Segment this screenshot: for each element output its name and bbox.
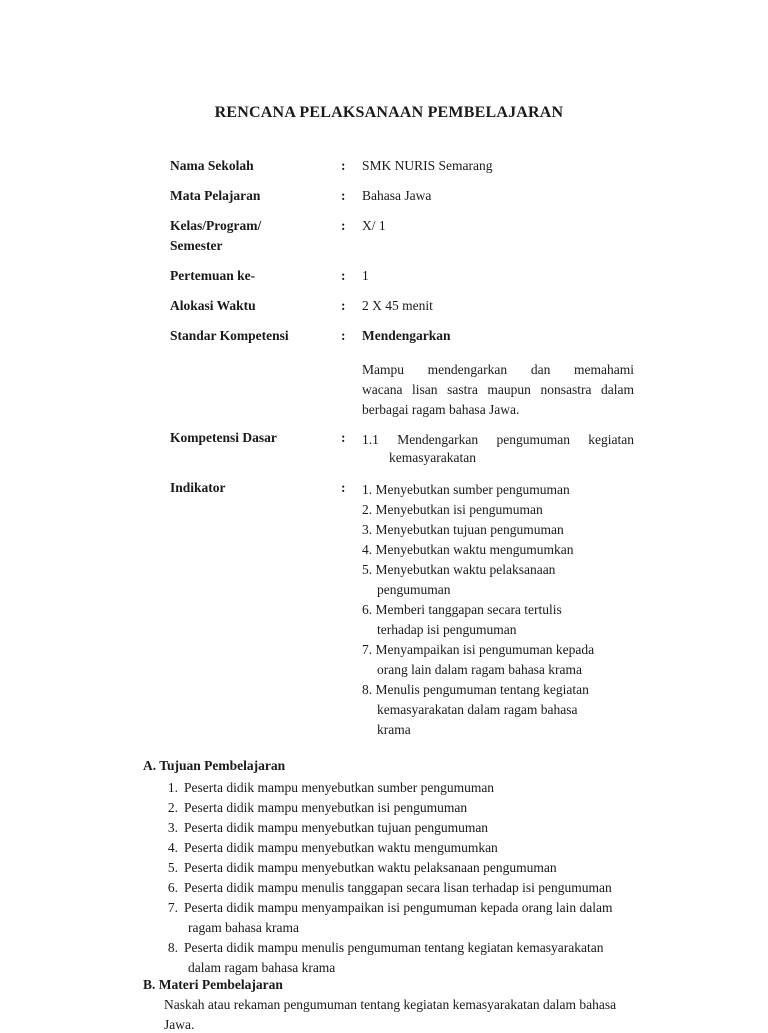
- label-kelas-line1: Kelas/Program/: [170, 218, 262, 233]
- kompetensi-dasar-line: 1.1 Mendengarkan pengumuman kegiatan: [362, 432, 634, 447]
- colon: :: [341, 328, 346, 343]
- kompetensi-dasar-line: kemasyarakatan: [389, 450, 476, 465]
- tujuan-item: [160, 898, 613, 918]
- label-mata-pelajaran: Mata Pelajaran: [170, 188, 261, 203]
- tujuan-item-number: 5.: [167, 860, 178, 875]
- tujuan-item-text: Peserta didik mampu menyebutkan waktu mengumumkan: [184, 840, 498, 855]
- colon: :: [341, 218, 346, 233]
- tujuan-item: [160, 818, 613, 838]
- tujuan-item-text: Peserta didik mampu menyebutkan tujuan pengumuman: [184, 820, 489, 835]
- materi-text-line: Naskah atau rekaman pengumuman tentang kegiatan kemasyarakatan dalam bahasa: [164, 997, 617, 1012]
- tujuan-item-text: Peserta didik mampu menyebutkan sumber pengumuman: [184, 780, 495, 795]
- tujuan-item-continuation: dalam ragam bahasa krama: [188, 960, 336, 975]
- label-kelas-line2: Semester: [170, 238, 223, 253]
- colon: :: [341, 188, 346, 203]
- tujuan-item: [160, 858, 613, 878]
- standar-description-line: berbagai ragam bahasa Jawa.: [362, 402, 520, 417]
- label-alokasi-waktu: Alokasi Waktu: [170, 298, 256, 313]
- label-kompetensi-dasar: Kompetensi Dasar: [170, 430, 277, 445]
- value-mata-pelajaran: Bahasa Jawa: [362, 188, 432, 203]
- value-alokasi-waktu: 2 X 45 menit: [362, 298, 433, 313]
- colon: :: [341, 298, 346, 313]
- tujuan-item: [160, 878, 613, 898]
- standar-description-line: Mampu mendengarkan dan memahami: [362, 362, 634, 377]
- indikator-item: 1. Menyebutkan sumber pengumuman: [362, 482, 570, 497]
- tujuan-item-number: 1.: [167, 780, 178, 795]
- indikator-item: 4. Menyebutkan waktu mengumumkan: [362, 542, 574, 557]
- indikator-item: 7. Menyampaikan isi pengumuman kepada orang lain dalam ragam bahasa krama: [362, 642, 595, 677]
- tujuan-list: [160, 778, 613, 978]
- standar-description: [362, 360, 634, 420]
- colon: :: [341, 158, 346, 173]
- document-title: RENCANA PELAKSANAAN PEMBELAJARAN: [214, 104, 564, 121]
- label-nama-sekolah: Nama Sekolah: [170, 158, 254, 173]
- tujuan-item-number: 3.: [167, 820, 178, 835]
- indikator-item: 3. Menyebutkan tujuan pengumuman: [362, 522, 564, 537]
- colon: :: [341, 480, 346, 495]
- tujuan-item-number: 2.: [167, 800, 178, 815]
- colon: :: [341, 430, 346, 445]
- value-kelas: X/ 1: [362, 218, 386, 233]
- tujuan-item-text: Peserta didik mampu menyebutkan waktu pelaksanaan pengumuman: [184, 860, 557, 875]
- tujuan-item-text: Peserta didik mampu menyampaikan isi pengumuman kepada orang lain dalam: [184, 900, 613, 915]
- colon: :: [341, 268, 346, 283]
- tujuan-item-continuation: ragam bahasa krama: [188, 920, 299, 935]
- label-indikator: Indikator: [170, 480, 226, 495]
- tujuan-item-number: 6.: [167, 880, 178, 895]
- materi-text-line: Jawa.: [164, 1017, 195, 1032]
- tujuan-item-text: Peserta didik mampu menulis pengumuman tentang kegiatan kemasyarakatan: [184, 940, 604, 955]
- tujuan-item-text: Peserta didik mampu menulis tanggapan secara lisan terhadap isi pengumuman: [184, 880, 612, 895]
- standar-description-line: wacana lisan sastra maupun nonsastra dalam: [362, 382, 634, 397]
- tujuan-item: [160, 938, 613, 958]
- value-pertemuan: 1: [362, 268, 369, 283]
- tujuan-item: [160, 838, 613, 858]
- tujuan-item: [160, 798, 613, 818]
- tujuan-item: [160, 778, 613, 798]
- value-nama-sekolah: SMK NURIS Semarang: [362, 158, 493, 173]
- label-pertemuan: Pertemuan ke-: [170, 268, 256, 283]
- value-standar-kompetensi: Mendengarkan: [362, 328, 451, 343]
- indikator-list: [362, 480, 594, 740]
- indikator-item: 2. Menyebutkan isi pengumuman: [362, 502, 543, 517]
- kompetensi-dasar-text: [362, 430, 634, 450]
- tujuan-item-number: 8.: [167, 940, 178, 955]
- tujuan-item-number: 4.: [167, 840, 178, 855]
- tujuan-item-text: Peserta didik mampu menyebutkan isi pengumuman: [184, 800, 468, 815]
- section-heading-tujuan: A. Tujuan Pembelajaran: [143, 758, 286, 773]
- tujuan-item-number: 7.: [167, 900, 178, 915]
- indikator-item: 8. Menulis pengumuman tentang kegiatan kemasyarakatan dalam ragam bahasa krama: [362, 682, 589, 737]
- indikator-item: 5. Menyebutkan waktu pelaksanaan pengumuman: [362, 562, 556, 597]
- section-heading-materi: B. Materi Pembelajaran: [143, 977, 283, 992]
- indikator-item: 6. Memberi tanggapan secara tertulis terhadap isi pengumuman: [362, 602, 562, 637]
- label-standar-kompetensi: Standar Kompetensi: [170, 328, 289, 343]
